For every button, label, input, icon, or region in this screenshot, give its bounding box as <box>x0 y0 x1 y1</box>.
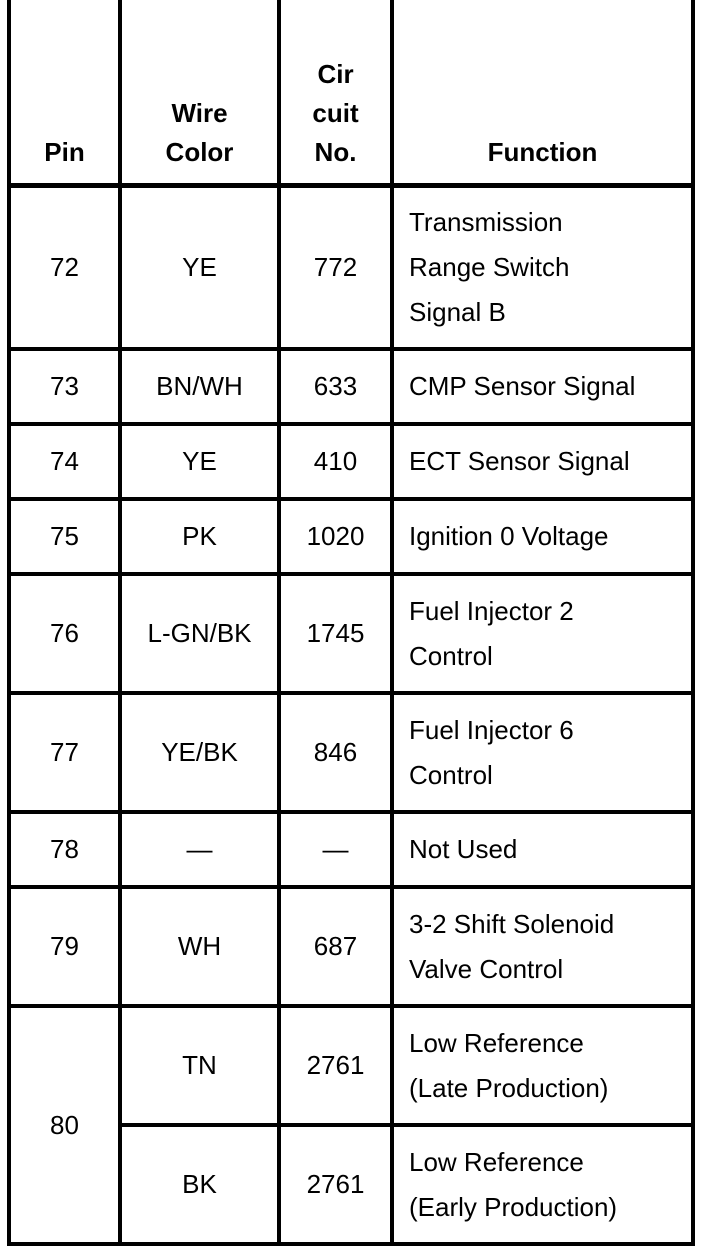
table-row <box>9 812 693 887</box>
function-line: Signal B <box>409 296 506 327</box>
pinout-table <box>7 0 695 1246</box>
table-row <box>9 424 693 499</box>
circuit-cell: 1745 <box>279 574 392 693</box>
pin-cell: 77 <box>9 693 120 812</box>
table-row <box>9 1006 693 1125</box>
function-line: Fuel Injector 6 <box>409 714 574 745</box>
function-cell <box>392 349 693 424</box>
function-line: Fuel Injector 2 <box>409 595 574 626</box>
circuit-cell: 846 <box>279 693 392 812</box>
table-row <box>9 574 693 693</box>
function-line: Range Switch <box>409 251 570 282</box>
function-line: Control <box>409 640 493 671</box>
function-cell <box>392 185 693 349</box>
header-pin: Pin <box>9 0 120 185</box>
pin-cell: 74 <box>9 424 120 499</box>
table-row <box>9 349 693 424</box>
wire-color-cell: BK <box>120 1125 279 1244</box>
wire-color-cell: YE/BK <box>120 693 279 812</box>
function-line: (Early Production) <box>409 1191 618 1222</box>
function-line: Control <box>409 759 493 790</box>
function-line: (Late Production) <box>409 1072 609 1103</box>
function-cell <box>392 1006 693 1125</box>
pin-cell: 80 <box>9 1006 120 1244</box>
function-cell <box>392 1125 693 1244</box>
wire-color-cell: TN <box>120 1006 279 1125</box>
header-circuit-line: No. <box>314 136 357 167</box>
wire-color-cell: — <box>120 812 279 887</box>
circuit-cell: 772 <box>279 185 392 349</box>
pin-cell: 76 <box>9 574 120 693</box>
wire-color-cell: BN/WH <box>120 349 279 424</box>
pin-cell: 79 <box>9 887 120 1006</box>
table-row <box>9 185 693 349</box>
pin-cell: 78 <box>9 812 120 887</box>
header-circuit-no <box>279 0 392 185</box>
header-wire-color <box>120 0 279 185</box>
function-line: 3-2 Shift Solenoid <box>409 908 615 939</box>
table-row <box>9 499 693 574</box>
circuit-cell: 1020 <box>279 499 392 574</box>
table-row <box>9 887 693 1006</box>
function-line: ECT Sensor Signal <box>409 446 630 476</box>
wire-color-cell: YE <box>120 185 279 349</box>
wire-color-cell: L-GN/BK <box>120 574 279 693</box>
function-line: Ignition 0 Voltage <box>409 521 609 551</box>
function-line: Transmission <box>409 206 563 237</box>
header-circuit-line: Cir <box>317 58 354 89</box>
circuit-cell: — <box>279 812 392 887</box>
header-wire-color-line: Wire <box>171 97 228 128</box>
wire-color-cell: YE <box>120 424 279 499</box>
pin-cell: 75 <box>9 499 120 574</box>
function-cell <box>392 693 693 812</box>
header-function: Function <box>392 0 693 185</box>
pin-cell: 72 <box>9 185 120 349</box>
function-line: Not Used <box>409 834 518 864</box>
circuit-cell: 410 <box>279 424 392 499</box>
connector-pinout-table-sheet <box>7 0 691 1252</box>
circuit-cell: 2761 <box>279 1006 392 1125</box>
function-line: CMP Sensor Signal <box>409 371 636 401</box>
pin-cell: 73 <box>9 349 120 424</box>
wire-color-cell: WH <box>120 887 279 1006</box>
circuit-cell: 2761 <box>279 1125 392 1244</box>
header-circuit-line: cuit <box>312 97 359 128</box>
function-line: Low Reference <box>409 1146 584 1177</box>
function-line: Valve Control <box>409 953 564 984</box>
function-cell <box>392 424 693 499</box>
function-cell <box>392 574 693 693</box>
circuit-cell: 687 <box>279 887 392 1006</box>
function-cell <box>392 499 693 574</box>
circuit-cell: 633 <box>279 349 392 424</box>
wire-color-cell: PK <box>120 499 279 574</box>
function-line: Low Reference <box>409 1027 584 1058</box>
function-cell <box>392 887 693 1006</box>
function-cell <box>392 812 693 887</box>
table-row <box>9 693 693 812</box>
header-wire-color-line: Color <box>165 136 234 167</box>
header-row <box>9 0 693 185</box>
